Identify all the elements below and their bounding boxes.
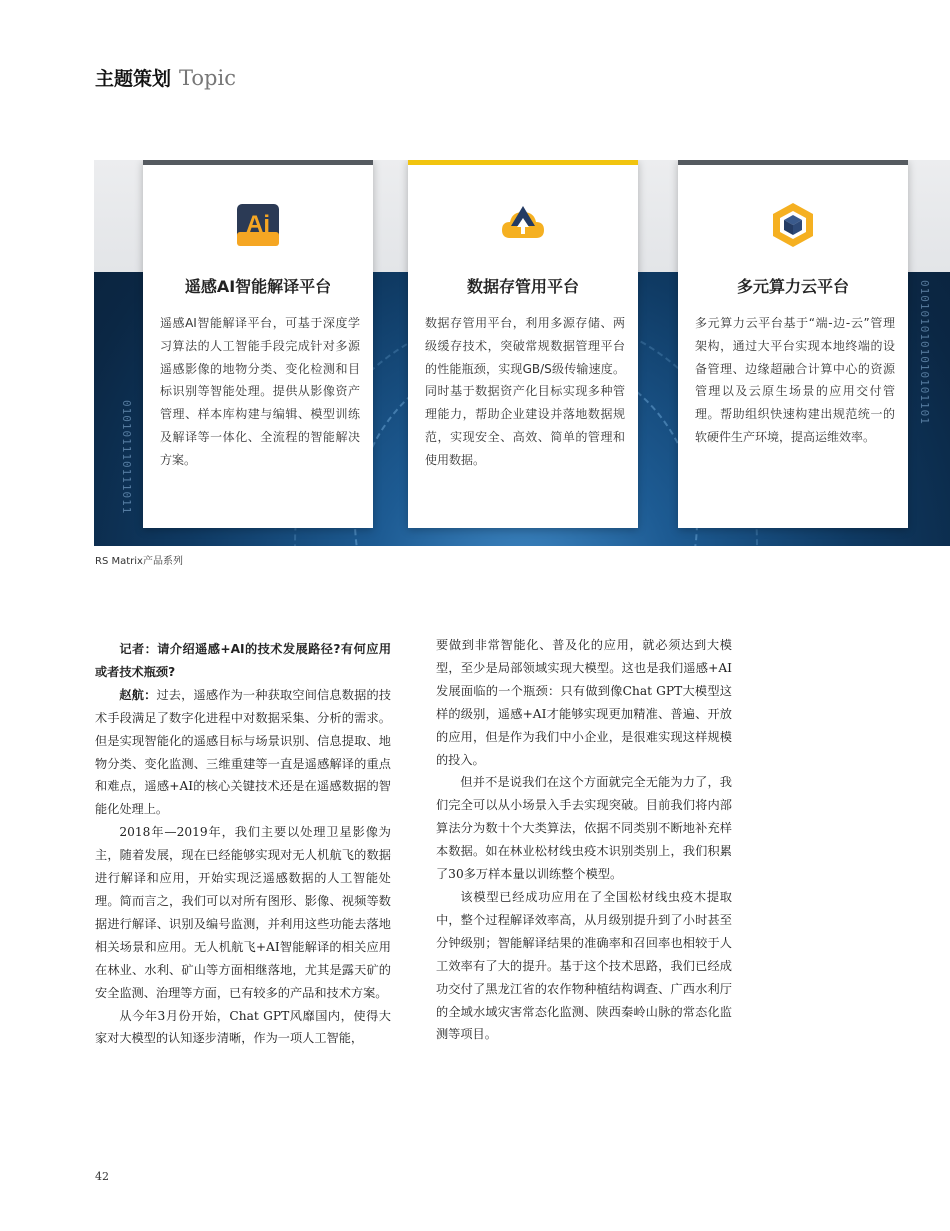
card-title: 遥感AI智能解译平台 [184, 277, 332, 296]
speaker-label: 赵航： [119, 687, 157, 702]
hexagon-cube-icon [768, 200, 818, 250]
article-column-left [95, 638, 391, 1050]
section-title-cn: 主题策划 [95, 68, 172, 90]
card-description: 遥感AI智能解译平台，可基于深度学习算法的人工智能手段完成针对多源遥感影像的地物分类、变化检测和目标识别等智能处理。提供从影像资产管理、样本库构建与编辑、模型训练及解译等一体化、全流程的智能解决方案。 [160, 316, 360, 467]
paragraph: 赵航：过去，遥感作为一种获取空间信息数据的技术手段满足了数字化进程中对数据采集、分析的需求。但是实现智能化的遥感目标与场景识别、信息提取、地物分类、变化监测、三维重建等一直是遥感解译的重点和难点，遥感+AI的核心关键技术还是在遥感数据的智能化处理上。 [95, 687, 392, 817]
paragraph: 2018年—2019年，我们主要以处理卫星影像为主，随着发展，现在已经能够实现对无人机航飞的数据进行解译和应用，开始实现泛遥感数据的人工智能处理。简而言之，我们可以对所有图形、影像、视频等数据进行解译、识别及编号监测，并利用这些功能去落地相关场景和应用。无人机航飞+AI智能解译的相关应用在林业、水利、矿山等方面相继落地，尤其是露天矿的安全监测、治理等方面，已有较多的产品和技术方案。 [95, 825, 391, 1000]
binary-decoration-left: 010101110111011 [120, 400, 133, 515]
interview-question: 记者：请介绍遥感+AI的技术发展路径?有何应用或者技术瓶颈? [95, 642, 392, 679]
product-card-compute [678, 160, 908, 528]
page-number: 42 [95, 1170, 109, 1183]
ai-badge-icon [233, 200, 283, 250]
card-title: 多元算力云平台 [736, 277, 849, 296]
card-description: 多元算力云平台基于“端-边-云”管理架构，通过大平台实现本地终端的设备管理、边缘超融合计算中心的资源管理以及云原生场景的应用交付管理。帮助组织快速构建出规范统一的软硬件生产环境，提高运维效率。 [695, 316, 895, 444]
section-title-en: Topic [179, 66, 236, 90]
product-card-data [408, 160, 638, 528]
article-column-right [436, 634, 732, 1046]
card-title: 数据存管用平台 [466, 277, 579, 296]
paragraph: 但并不是说我们在这个方面就完全无能为力了，我们完全可以从小场景入手去实现突破。目前我们将内部算法分为数十个大类算法，依据不同类别不断地补充样本数据。如在林业松材线虫疫木识别类别上，我们积累了30多万样本量以训练整个模型。 [436, 775, 732, 882]
product-card-ai [143, 160, 373, 528]
card-description: 数据存管用平台，利用多源存储、两级缓存技术，突破常规数据管理平台的性能瓶颈，实现GB/S级传输速度。同时基于数据资产化目标实现多种管理能力，帮助企业建设并落地数据规范，实现安全、高效、简单的管理和使用数据。 [425, 316, 625, 467]
product-banner [94, 160, 950, 546]
section-header [95, 64, 236, 91]
figure-caption: RS Matrix产品系列 [95, 556, 183, 567]
cloud-upload-icon [498, 200, 548, 250]
binary-decoration-right: 0101010101010101101 [918, 280, 931, 425]
paragraph: 要做到非常智能化、普及化的应用，就必须达到大模型，至少是局部领域实现大模型。这也是我们遥感+AI发展面临的一个瓶颈：只有做到像Chat GPT大模型这样的级别，遥感+AI才能够实现更加精准、普遍、开放的应用，但是作为我们中小企业，是很难实现这样规模的投入。 [436, 638, 732, 767]
paragraph: 该模型已经成功应用在了全国松材线虫疫木提取中，整个过程解译效率高，从月级别提升到了小时甚至分钟级别；智能解译结果的准确率和召回率也相较于人工效率有了大的提升。基于这个技术思路，我们已经成功交付了黑龙江省的农作物种植结构调查、广西水利厅的全域水域灾害常态化监测、陕西秦岭山脉的常态化监测等项目。 [436, 889, 732, 1042]
paragraph: 从今年3月份开始，Chat GPT风靡国内，使得大家对大模型的认知逐步清晰，作为一项人工智能， [95, 1008, 391, 1046]
svg-text:Ai: Ai [246, 211, 270, 238]
